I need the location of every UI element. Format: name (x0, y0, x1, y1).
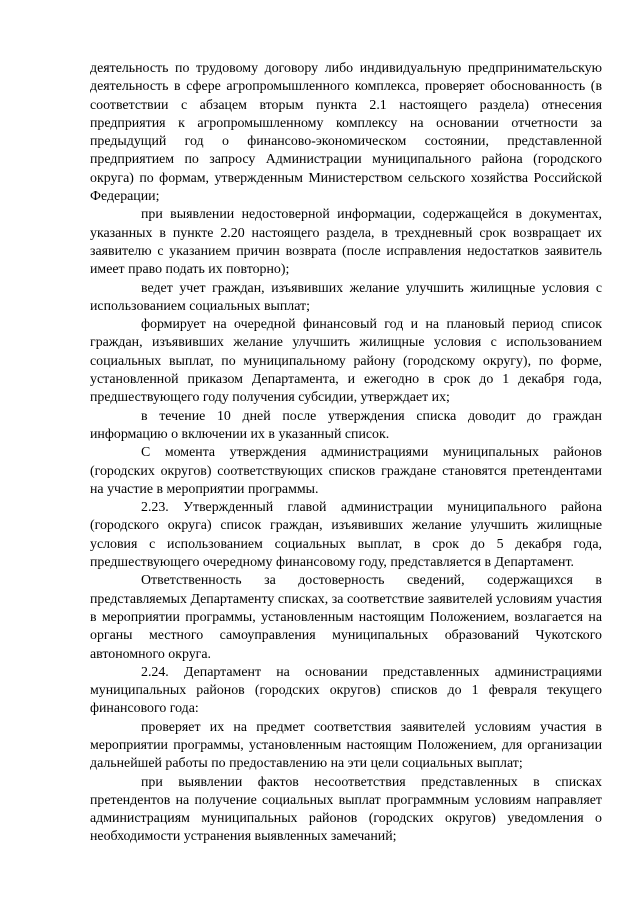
document-page (90, 60, 602, 847)
paragraph-notification: в течение 10 дней после утверждения списка доводит до граждан информацию о включении их в указанный список. (90, 408, 602, 442)
paragraph-2-24: 2.24. Департамент на основании представленных администрациями муниципальных районов (городских округов) списков до 1 февраля текущего финансового года: (90, 664, 602, 717)
paragraph-applicants-status: С момента утверждения администрациями муниципальных районов (городских округов) соответствующих списков граждане становятся претендентами на участие в мероприятии программы. (90, 445, 602, 497)
paragraph-responsibility: Ответственность за достоверность сведений, содержащихся в представляемых Департаменту списках, за соответствие заявителей условиям участия в мероприятии программы, установленным настоящим Положением, возлагается на органы местного самоуправления муниципальных образований Чукотского автономного округа. (90, 573, 602, 662)
paragraph-2-23: 2.23. Утвержденный главой администрации муниципального района (городского округа) список граждан, изъявивших желание улучшить жилищные условия с использованием социальных выплат, в срок до 5 декабря года, предшествующего очередному финансовому году, представляется в Департамент. (90, 500, 602, 571)
paragraph-invalid-info: при выявлении недостоверной информации, содержащейся в документах, указанных в пункте 2.20 настоящего раздела, в трехдневный срок возвращает их заявителю с указанием причин возврата (после исправления недостатков заявитель имеет право подать их повторно); (90, 207, 602, 278)
paragraph-continuation: деятельность по трудовому договору либо индивидуальную предпринимательскую деятельность в сфере агропромышленного комплекса, проверяет обоснованность (в соответствии с абзацем вторым пункта 2.1 настоящего раздела) отнесения предприятия к агропромышленному комплексу на основании отчетности за предыдущий год о финансово-экономическом состоянии, представленной предприятием по запросу Администрации муниципального района (городского округа) по формам, утвержденным Министерством сельского хозяйства Российской Федерации; (90, 61, 602, 205)
paragraph-list-formation: формирует на очередной финансовый год и на плановый период список граждан, изъявивших желание улучшить жилищные условия с использованием социальных выплат, по муниципальному району (городскому округу), по форме, установленной приказом Департамента, и ежегодно в срок до 1 декабря года, предшествующего году получения субсидии, утверждает их; (90, 317, 602, 406)
paragraph-verification: проверяет их на предмет соответствия заявителей условиям участия в мероприятии программы, установленным настоящим Положением, для организации дальнейшей работы по предоставлению на эти цели социальных выплат; (90, 719, 602, 772)
paragraph-discrepancies: при выявлении фактов несоответствия представленных в списках претендентов на получение социальных выплат программным условиям направляет администрациям муниципальных районов (городских округов) уведомления о необходимости устранения выявленных замечаний; (90, 774, 602, 845)
paragraph-citizen-registry: ведет учет граждан, изъявивших желание улучшить жилищные условия с использованием социальных выплат; (90, 280, 602, 314)
